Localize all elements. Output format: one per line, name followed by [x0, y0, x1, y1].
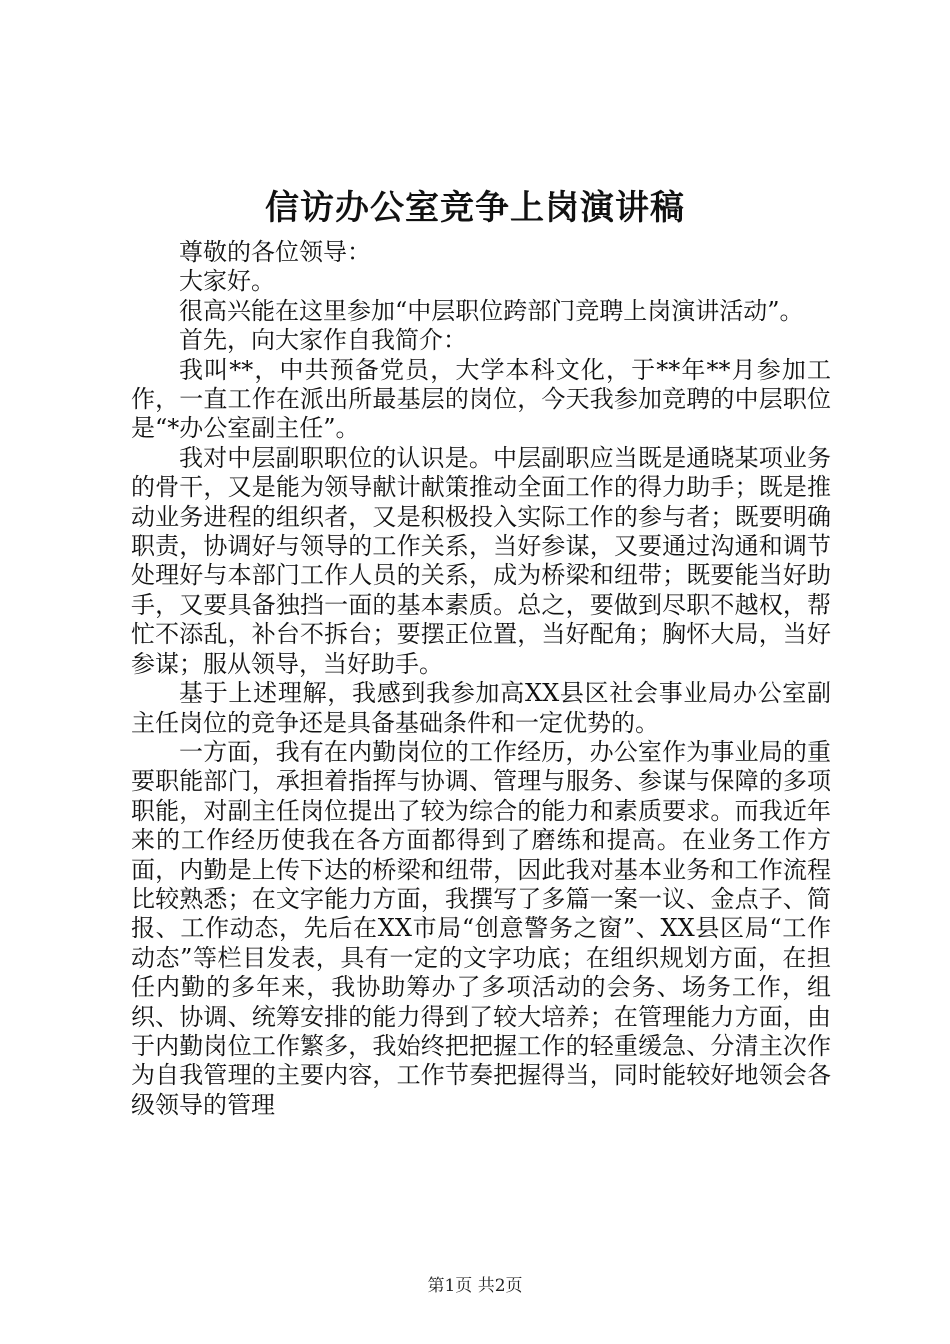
paragraph-self-intro: 我叫**，中共预备党员，大学本科文化，于**年**月参加工作，一直工作在派出所最基层的岗位，今天我参加竞聘的中层职位是“*办公室副主任”。 [131, 355, 831, 443]
paragraph-salutation: 尊敬的各位领导： [179, 238, 371, 266]
page-footer: 第1页 共2页 [427, 1276, 523, 1296]
paragraph-role-understanding: 我对中层副职职位的认识是。中层副职应当既是通晓某项业务的骨干，又是能为领导献计献策推动全面工作的得力助手；既是推动业务进程的组织者，又是积极投入实际工作的参与者；既要明确职责，协调好与领导的工作关系，当好参谋，又要通过沟通和调节处理好与本部门工作人员的关系，成为桥梁和纽带；既要能当好助手，又要具备独挡一面的基本素质。总之，要做到尽职不越权，帮忙不添乱，补台不拆台；要摆正位置，当好配角；胸怀大局，当好参谋；服从领导，当好助手。 [131, 443, 831, 678]
document-body [131, 238, 831, 1120]
paragraph-greeting: 大家好。 [179, 267, 275, 296]
paragraph-intro-lead: 首先，向大家作自我简介： [179, 326, 467, 355]
paragraph-experience: 一方面，我有在内勤岗位的工作经历，办公室作为事业局的重要职能部门，承担着指挥与协调、管理与服务、参谋与保障的多项职能，对副主任岗位提出了较为综合的能力和素质要求。而我近年来的工作经历使我在各方面都得到了磨练和提高。在业务工作方面，内勤是上传下达的桥梁和纽带，因此我对基本业务和工作流程比较熟悉；在文字能力方面，我撰写了多篇一案一议、金点子、简报、工作动态，先后在XX市局“创意警务之窗”、XX县区局“工作动态”等栏目发表，具有一定的文字功底；在组织规划方面，在担任内勤的多年来，我协助筹办了多项活动的会务、场务工作，组织、协调、统筹安排的能力得到了较大培养；在管理能力方面，由于内勤岗位工作繁多，我始终把把握工作的轻重缓急、分清主次作为自我管理的主要内容，工作节奏把握得当，同时能较好地领会各级领导的管理 [131, 737, 831, 1119]
paragraph-conditions: 基于上述理解，我感到我参加高XX县区社会事业局办公室副主任岗位的竞争还是具备基础条件和一定优势的。 [131, 679, 831, 737]
paragraph-opening: 很高兴能在这里参加“中层职位跨部门竞聘上岗演讲活动”。 [179, 296, 804, 325]
document-title: 信访办公室竞争上岗演讲稿 [265, 188, 685, 228]
